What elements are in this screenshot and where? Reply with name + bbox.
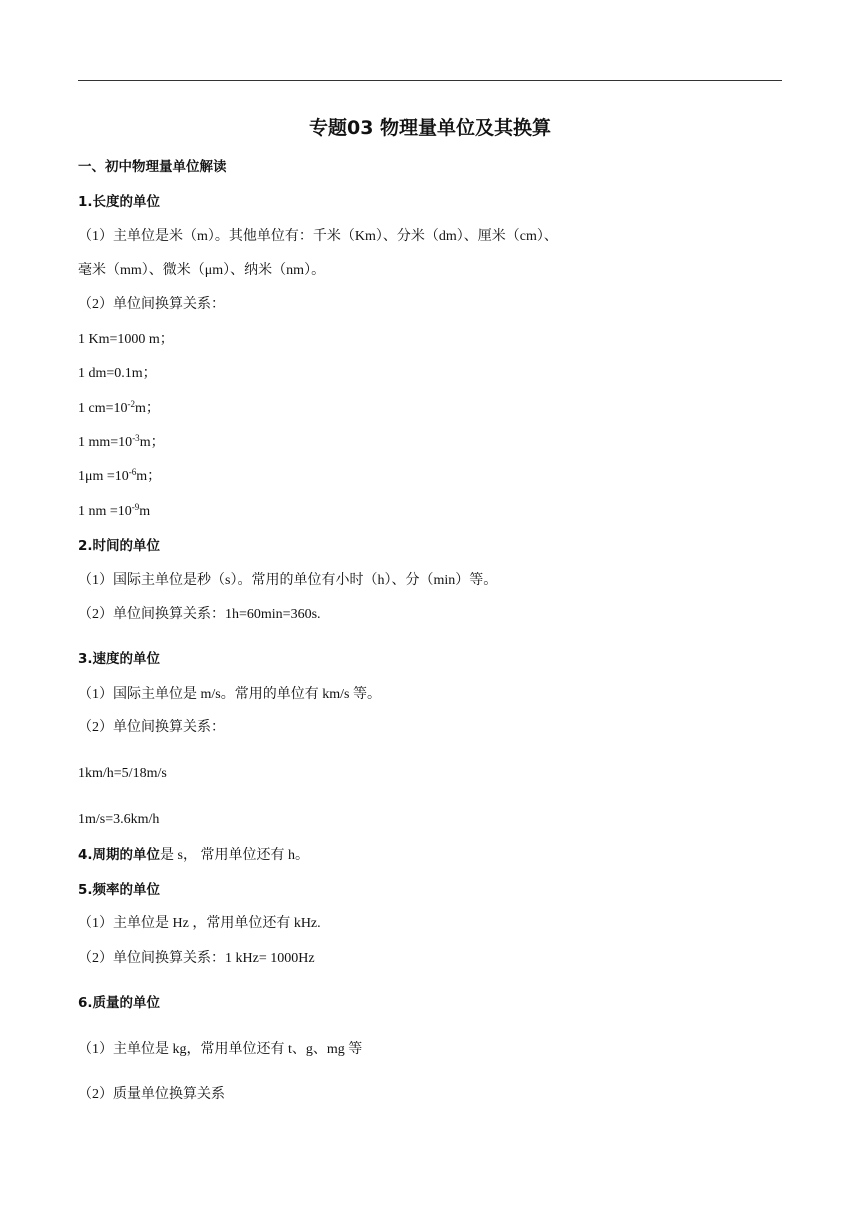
length-equation: $1\mu m =10^{-6}m$； bbox=[78, 467, 162, 484]
time-paragraph-1: （1）国际主单位是秒（s）。常用的单位有小时（h）、分（min）等。 bbox=[78, 573, 498, 588]
speed-equation: 1m/s=3.6km/h bbox=[78, 812, 160, 827]
speed-equation: 1km/h=5/18m/s bbox=[78, 766, 167, 781]
speed-paragraph-1: （1）国际主单位是 m/s。常用的单位有 km/s 等。 bbox=[78, 687, 381, 702]
period-line bbox=[78, 846, 309, 865]
page-title: 专题03 物理量单位及其换算 bbox=[308, 117, 552, 139]
section-heading: 一、初中物理量单位解读 bbox=[78, 159, 227, 175]
length-equation: 1 dm=0.1m； bbox=[78, 366, 157, 381]
frequency-heading: 5.频率的单位 bbox=[78, 882, 161, 898]
speed-paragraph-2: （2）单位间换算关系： bbox=[78, 720, 225, 735]
length-equation: 1 Km=1000 m； bbox=[78, 332, 174, 347]
length-equation: 1 $cm=10^{-2}m$； bbox=[78, 399, 160, 416]
time-paragraph-2: （2）单位间换算关系：1h=60min=360s. bbox=[78, 607, 321, 622]
speed-heading: 3.速度的单位 bbox=[78, 651, 161, 667]
frequency-paragraph-1: （1）主单位是 Hz ，常用单位还有 kHz. bbox=[78, 916, 321, 931]
length-paragraph-1a: （1）主单位是米（m）。其他单位有：千米（Km）、分米（dm）、厘米（cm）、 bbox=[78, 229, 558, 244]
length-paragraph-2: （2）单位间换算关系： bbox=[78, 297, 225, 312]
mass-heading: 6.质量的单位 bbox=[78, 995, 161, 1011]
period-text: 是 s， 常用单位还有 h。 bbox=[160, 848, 309, 863]
length-heading: 1.长度的单位 bbox=[78, 194, 161, 210]
length-equation: 1 nm $=10^{-9}m$ bbox=[78, 502, 151, 519]
period-heading: 4.周期的单位 bbox=[78, 847, 161, 863]
frequency-paragraph-2: （2）单位间换算关系：1 kHz= 1000Hz bbox=[78, 951, 315, 966]
mass-paragraph-2: （2）质量单位换算关系 bbox=[78, 1087, 225, 1102]
mass-paragraph-1: （1）主单位是 kg，常用单位还有 t、g、mg 等 bbox=[78, 1042, 363, 1057]
time-heading: 2.时间的单位 bbox=[78, 538, 161, 554]
length-paragraph-1b: 毫米（mm）、微米（μm）、纳米（nm）。 bbox=[78, 263, 326, 278]
length-equation: 1 $mm=10^{-3}m$； bbox=[78, 433, 165, 450]
header-rule bbox=[78, 80, 782, 81]
